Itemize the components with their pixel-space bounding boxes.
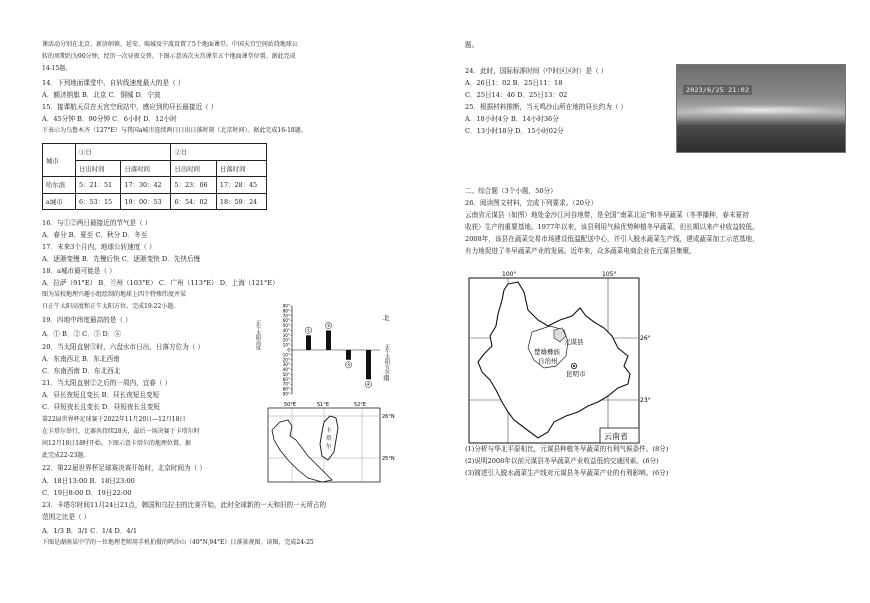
chart-tick-label: 50°	[282, 323, 290, 329]
chart-tick-label: 80°	[282, 386, 290, 392]
chart-tick-label: 70°	[282, 381, 290, 387]
chart-ylabel: 正午太阳高度	[255, 320, 261, 350]
chart-bar-label: ①	[306, 329, 311, 335]
text-line: 2008年，该县在蔬菜交易市场建设低温配送中心，并引入脱水蔬菜生产线，建成蔬菜加工示范基地，	[465, 235, 759, 243]
chart-tick-label: 90°	[282, 391, 290, 397]
photo-timestamp: 2023/6/25 21:02	[683, 85, 752, 95]
map-lat-label: 23°	[640, 397, 651, 404]
chart-bar-label: ②	[326, 324, 331, 330]
table-header-city: 城市	[43, 144, 76, 177]
table-cell: 6：53：15	[76, 193, 121, 210]
text-line: 图为某校地理兴趣小组绘制的地球上四个特殊纬度并某	[42, 291, 187, 298]
chart-bar	[326, 330, 331, 350]
text-line: 课活动分别在北京、新济纳镇、延安、绵城及宁波设置了5个地面课堂。中国天宫空间站绕地球公	[42, 41, 298, 48]
chart-tick-label: 30°	[282, 362, 290, 368]
table-subheader: 日落时间	[216, 160, 266, 177]
chart-bar	[346, 350, 351, 360]
chart-tick-label: 0	[287, 347, 290, 353]
text-line: 15．接课航天员在天宫空间站中，感应到的昼长最接近（ ）	[42, 103, 218, 111]
table-cell: 5：23：06	[171, 177, 216, 194]
map-lon-label: 105°	[602, 271, 617, 278]
chart-bar	[306, 335, 311, 350]
sun-altitude-chart	[254, 300, 394, 400]
table-cell-city: a城市	[43, 193, 76, 210]
text-line: 在卡塔尔举行，比赛共持续28天，最后一场决赛于卡塔尔时	[42, 428, 200, 435]
chart-tick-label: 10°	[282, 342, 290, 348]
table-header-day2: ②日	[171, 144, 267, 161]
table-cell: 17：30：42	[121, 177, 171, 194]
text-line: 范围之比是（ ）	[42, 513, 91, 521]
text-line: 二、综合题（3个小题，50分）	[465, 187, 557, 195]
text-line: 下表示为乌鲁木齐（127°E）与我国a城市连续两日日出日落时刻（北京时间）。据此完成16-18题。	[42, 127, 307, 134]
text-line: C．25日14：46 D．25日13：02	[465, 91, 568, 99]
mingsha-sunset-photo	[676, 64, 846, 153]
text-line: 14．下列地面课堂中，自转线速度最大的是（ ）	[42, 79, 185, 87]
text-line: 21．当太阳直射②之后的一周内，宜春（ ）	[42, 379, 172, 387]
table-cell: 18：59：24	[216, 193, 266, 210]
kunming-label: 昆明市	[566, 370, 586, 378]
text-line: A．额济纳旗 B．北京 C．铜城 D．宁波	[42, 91, 161, 99]
table-cell: 19：00：53	[121, 193, 171, 210]
text-line: 22．第22届世界杯足球赛决赛开始时，北京时间为（ ）	[42, 464, 206, 472]
text-line: A．18日13:00 B．18日23:00	[42, 477, 135, 485]
text-line: 16．与①②两日最接近的节气是（ ）	[42, 219, 152, 227]
chart-bar-label: ④	[366, 383, 371, 389]
map-lat-label: 26°N	[382, 414, 395, 420]
map-country-char: 卡	[326, 428, 332, 434]
map-lon-label: 100°	[502, 271, 517, 278]
text-line: 下图是湖南某中学的一位地理老师用手机拍摄的鸣沙山（40°N,94°E）日落景观图。读图，完成24-25	[42, 539, 314, 546]
text-line: 题。	[465, 41, 479, 49]
chart-right-label: 正午太阳方位	[384, 344, 390, 374]
table-row	[43, 177, 267, 194]
text-line: 日正午太阳高度和正午太阳方位。完成19-22小题。	[42, 303, 180, 310]
table-cell-city: 哈尔滨	[43, 177, 76, 194]
chart-tick-label: 60°	[282, 318, 290, 324]
table-subheader: 日出时间	[171, 160, 216, 177]
text-line: A．18小时4分 B．14小时36分	[465, 115, 559, 123]
chart-north-label: 北	[383, 314, 390, 322]
text-line: 转的周期约为90分钟，经历一次昼夜交替。下图示意该次天宫课堂五个地面课堂位置。据此完成	[42, 53, 296, 60]
text-line: A．26日1：02 B．25日11：18	[465, 79, 563, 87]
text-line: A．45分钟 B．90分钟 C．6小时 D．12小时	[42, 115, 177, 123]
text-line: 25．根据材料推断，当天鸣沙山所在地的昼长约为（ ）	[465, 103, 628, 111]
yuanmou-label: 元谋县	[564, 338, 584, 346]
text-line: 第22届世界杯足球赛于2022年11月20日—12月18日	[42, 416, 186, 423]
map-country-char: 尔	[326, 444, 332, 450]
table-header-day1: ①日	[76, 144, 171, 161]
chart-tick-label: 30°	[282, 332, 290, 338]
text-line: 18．a城市最可能是（ ）	[42, 267, 116, 275]
chart-tick-label: 90°	[282, 303, 290, 309]
text-line: 14-15题。	[42, 65, 72, 72]
chart-tick-label: 20°	[282, 337, 290, 343]
text-line: A．① B．② C．③ D．④	[42, 330, 121, 338]
table-row	[43, 193, 267, 210]
chart-tick-label: 40°	[282, 327, 290, 333]
text-line: A．春分 B．夏至 C．秋分 D．冬至	[42, 231, 148, 239]
qatar-location-map	[262, 400, 395, 486]
chart-tick-label: 70°	[282, 313, 290, 319]
text-line: A．东南西北 B．东北西南	[42, 355, 120, 363]
text-line: A．拉萨（91°E） B．兰州（103°E） C．广州（113°E） D．上海（121°E）	[42, 279, 279, 287]
text-line: 此完成22-23题。	[42, 452, 90, 459]
text-line: C．昼短夜长且变长 D．昼短夜长且变短	[42, 403, 160, 411]
text-line: 20．当太阳直射③时，六盘水市日出，日落方位为（ ）	[42, 343, 205, 351]
sunrise-sunset-table	[42, 143, 267, 210]
text-line: C．19日8:00 D．19日22:00	[42, 489, 132, 497]
text-line: 17．未来3个月内，地球公转速度（ ）	[42, 243, 156, 251]
text-line: 有力地促进了冬早蔬菜产业的发展。近年来，众多蔬菜电商企业在元谋县集聚。	[465, 247, 696, 255]
table-cell: 6：54：02	[171, 193, 216, 210]
table-cell: 17：28：45	[216, 177, 266, 194]
text-line: (1)分析与华北平原相比，元谋县种植冬早蔬菜的有利气候条件。(8分)	[465, 445, 669, 453]
chart-tick-label: 20°	[282, 357, 290, 363]
table-subheader: 日落时间	[121, 160, 171, 177]
text-line: C．东南西南 D．东北西北	[42, 367, 121, 375]
chart-tick-label: 10°	[282, 352, 290, 358]
text-line: 23．卡塔尔时间11月24日21点，韩国和乌拉圭的比赛开始，此时全球新的一天和旧的一天所占的	[42, 501, 327, 509]
text-line: C．13小时18分 D．15小时02分	[465, 127, 564, 135]
text-line: A．昼长夜短且变长 B．昼长夜短且变短	[42, 391, 160, 399]
chart-bar-label: ③	[346, 363, 351, 369]
table-subheader: 日出时间	[76, 160, 121, 177]
table-cell: 5：21：51	[76, 177, 121, 194]
text-line: 19．四地中纬度最高的是（ ）	[42, 316, 132, 324]
text-line: 26．阅读图文材料，完成下列要求。（20分）	[465, 199, 598, 207]
map-lat-label: 26°	[640, 335, 651, 342]
text-line: 收获）生产的重要基地。1977年以来，该县利用气候优势种植冬早蔬菜，但长期以来产业收益较低。	[465, 223, 759, 231]
text-line: (2)说明2008年以前元谋县冬早蔬菜产业收益低的交通因素。(6分)	[465, 457, 659, 465]
text-line: A．1/3 B．3/1 C．1/4 D．4/1	[42, 527, 138, 535]
chuxiong-label-line1: 楚雄彝族	[534, 348, 560, 356]
text-line: 间12月18日18时开始。下图示意卡塔尔的地理位置。据	[42, 440, 191, 447]
map-country-char: 塔	[326, 436, 332, 442]
chart-tick-label: 40°	[282, 367, 290, 373]
chart-tick-label: 50°	[282, 371, 290, 377]
text-line: (3)简述引入脱水蔬菜生产线对元谋县冬早蔬菜产业的有利影响。(6分)	[465, 469, 669, 477]
map-lon-label: 51°E	[317, 402, 330, 408]
yunnan-map	[468, 270, 651, 446]
text-line: 24．此时，国际标准时间（中时区区时）是（ ）	[465, 67, 608, 75]
map-lon-label: 52°E	[354, 402, 367, 408]
map-lat-label: 25°N	[382, 456, 395, 462]
chart-south-label: 南	[383, 374, 390, 382]
text-line: 云南省元谋县（如图）地处金沙江河谷地带，是全国“南菜北运”和冬早蔬菜（冬季播种，春末夏初	[465, 211, 749, 219]
chart-bar	[366, 350, 371, 379]
map-lon-label: 50°E	[284, 402, 297, 408]
chuxiong-label-line2: 自治州	[538, 357, 558, 365]
chart-tick-label: 80°	[282, 308, 290, 314]
province-label: 云南省	[604, 432, 628, 441]
text-line: A．逐渐变慢 B．先慢后快 C．逐渐变快 D．先快后慢	[42, 255, 201, 263]
chart-tick-label: 60°	[282, 376, 290, 382]
